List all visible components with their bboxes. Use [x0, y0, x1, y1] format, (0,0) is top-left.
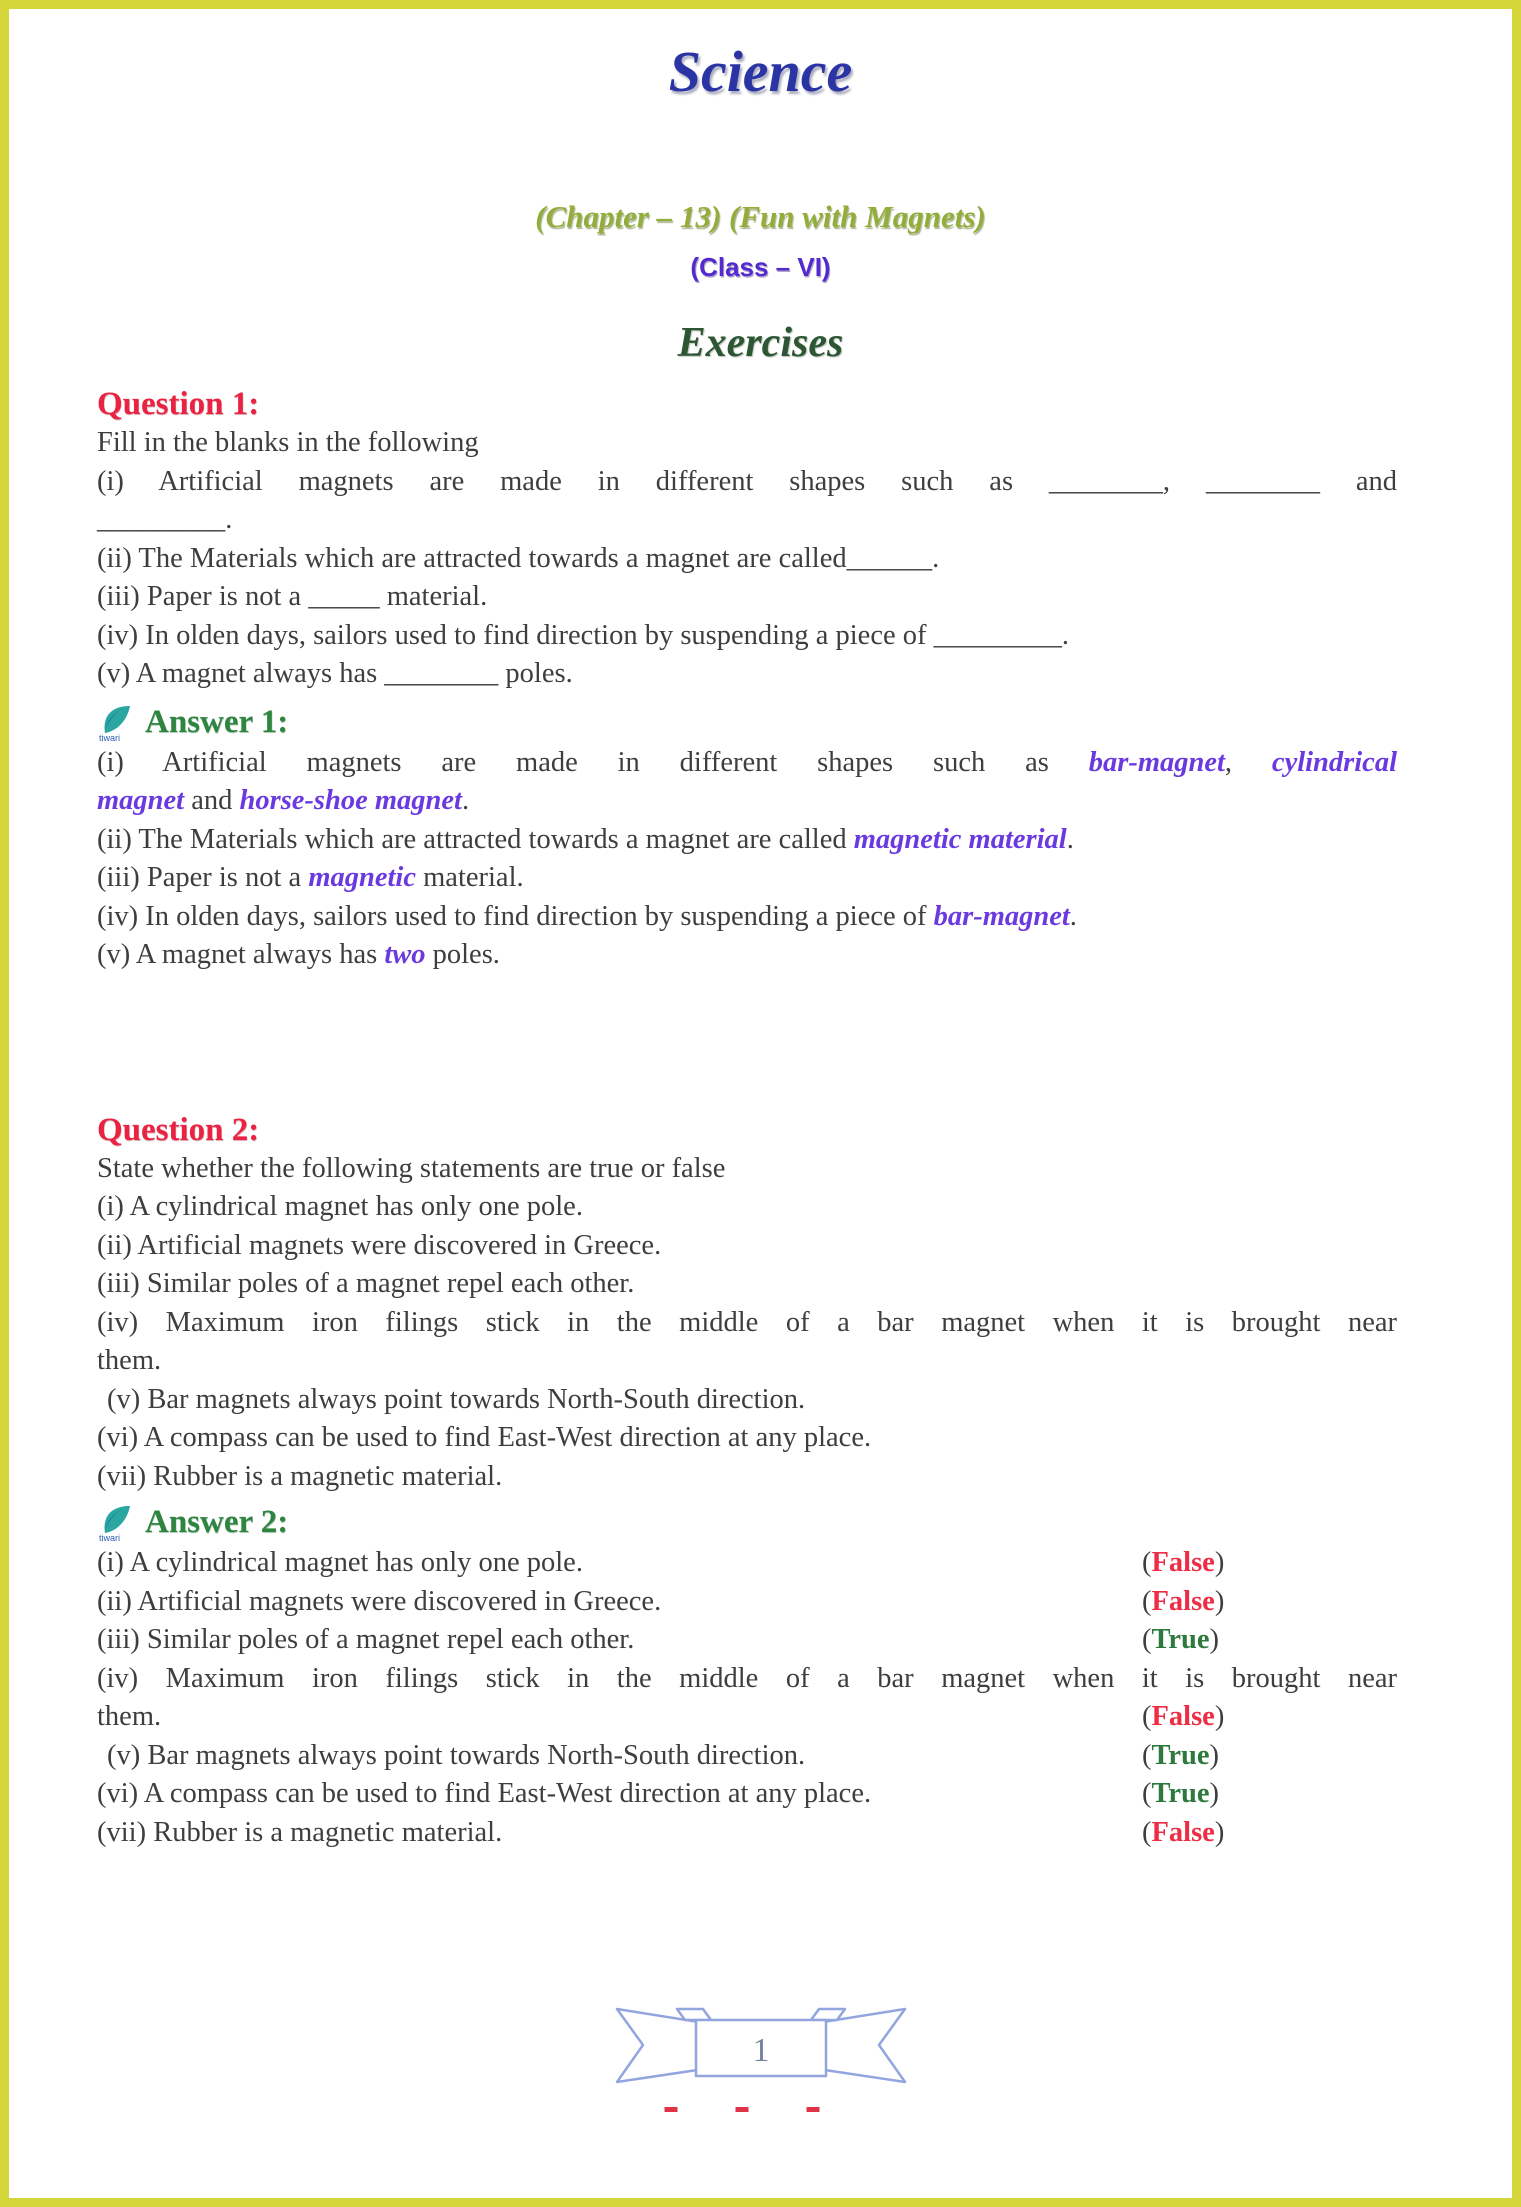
text-line	[97, 617, 1397, 656]
text-line	[97, 1188, 1397, 1227]
text-segment: (iii) Paper is not a	[97, 862, 309, 893]
text-line	[97, 1419, 1397, 1458]
text-segment: (ii) Artificial magnets were discovered in Greece.	[97, 1585, 662, 1617]
text-segment: material.	[416, 862, 524, 893]
answer-highlight: magnet	[97, 785, 185, 816]
text-segment: (vi) A compass can be used to find East-West direction at any place.	[97, 1778, 872, 1809]
verdict-false: (False)	[1142, 1547, 1225, 1578]
text-segment: Fill in the blanks in the following	[97, 427, 479, 458]
text-line	[97, 1660, 1397, 1699]
text-line	[97, 1458, 1397, 1497]
text-line	[97, 744, 1397, 783]
text-segment: (i) A cylindrical magnet has only one pole.	[97, 1191, 583, 1222]
answer-2-label: Answer 2:	[145, 1504, 289, 1540]
text-line	[97, 1381, 1397, 1420]
chapter-subtitle: (Chapter – 13) (Fun with Magnets)	[535, 199, 986, 234]
answer-1-label: Answer 1:	[145, 703, 289, 740]
text-segment: (v) A magnet always has	[97, 939, 385, 970]
question-2-body	[97, 1150, 1397, 1497]
text-line	[97, 1265, 1397, 1304]
text-line	[97, 578, 1397, 617]
text-segment: (ii) The Materials which are attracted towards a magnet are called	[97, 823, 854, 855]
text-segment: poles.	[425, 939, 500, 970]
dash	[664, 2107, 677, 2112]
text-line	[97, 898, 1397, 937]
text-line	[97, 1150, 1397, 1189]
text-line	[97, 1737, 1397, 1776]
verdict-false: (False)	[1142, 1816, 1225, 1848]
text-segment: (iv) Maximum iron filings stick in the middle of a bar magnet when it is brought near	[97, 1662, 1397, 1694]
text-line	[97, 1621, 1397, 1660]
text-segment: (ii) The Materials which are attracted towards a magnet are called______.	[97, 542, 940, 574]
text-segment: them.	[97, 1701, 162, 1732]
text-segment: (iv) Maximum iron filings stick in the middle of a bar magnet when it is brought near	[97, 1306, 1397, 1338]
class-subtitle: (Class – VI)	[690, 252, 831, 282]
text-segment: (v) Bar magnets always point towards North-South direction.	[107, 1383, 806, 1415]
text-segment: (iv) In olden days, sailors used to find direction by suspending a piece of _________.	[97, 619, 1069, 651]
text-line	[97, 1304, 1397, 1343]
answer-highlight: bar-magnet	[1088, 746, 1225, 778]
answer-highlight: cylindrical	[1271, 746, 1397, 778]
text-line	[97, 821, 1397, 860]
answer-1-heading	[97, 700, 1397, 744]
text-line	[97, 1544, 1397, 1583]
verdict-true: (True)	[1142, 1624, 1220, 1655]
content-column	[97, 384, 1397, 1852]
text-line	[97, 1814, 1397, 1853]
text-segment: (vii) Rubber is a magnetic material.	[97, 1816, 503, 1848]
text-line	[97, 859, 1397, 898]
answer-highlight: magnetic material	[853, 823, 1067, 855]
text-segment: (iii) Paper is not a _____ material.	[97, 581, 488, 612]
verdict-true: (True)	[1142, 1739, 1220, 1771]
section-title: Exercises	[677, 320, 844, 366]
text-line	[97, 463, 1397, 502]
text-line	[97, 424, 1397, 463]
page-title: Science	[668, 39, 853, 104]
answer-highlight: magnetic	[308, 862, 416, 893]
text-segment: .	[1069, 900, 1077, 932]
text-line	[97, 936, 1397, 975]
text-line	[97, 1698, 1397, 1737]
answer-highlight: two	[384, 939, 426, 970]
text-segment: .	[461, 785, 470, 816]
text-segment: ,	[1224, 746, 1272, 778]
text-segment: (iii) Similar poles of a magnet repel each other.	[97, 1624, 635, 1655]
verdict-false: (False)	[1142, 1701, 1225, 1732]
text-segment: (i) A cylindrical magnet has only one pole.	[97, 1547, 583, 1578]
text-line	[97, 1342, 1397, 1381]
verdict-true: (True)	[1142, 1778, 1220, 1809]
text-segment: (v) Bar magnets always point towards North-South direction.	[107, 1739, 806, 1771]
text-segment: (i) Artificial magnets are made in different shapes such as ________, ________ and	[97, 465, 1397, 497]
text-segment: _________.	[97, 504, 233, 535]
page-number-ribbon	[611, 1994, 911, 2099]
text-line	[97, 1775, 1397, 1814]
text-line	[97, 1583, 1397, 1622]
page-number: 1	[752, 2032, 769, 2069]
text-line	[97, 501, 1397, 540]
logo-text: tiwari	[99, 1533, 121, 1543]
text-line	[97, 1227, 1397, 1266]
text-segment: (i) Artificial magnets are made in different shapes such as	[97, 746, 1089, 778]
text-line	[97, 782, 1397, 821]
answer-highlight: bar-magnet	[933, 900, 1070, 932]
answer-2-heading	[97, 1500, 1397, 1544]
text-segment: (iv) In olden days, sailors used to find direction by suspending a piece of	[97, 900, 934, 932]
text-line	[97, 655, 1397, 694]
red-dashes	[664, 2107, 819, 2112]
dash	[735, 2107, 748, 2112]
text-segment: them.	[97, 1345, 162, 1376]
text-segment: (vii) Rubber is a magnetic material.	[97, 1460, 503, 1492]
logo-text: tiwari	[99, 732, 121, 743]
text-segment: (ii) Artificial magnets were discovered in Greece.	[97, 1229, 662, 1261]
tiwari-logo-icon	[97, 701, 137, 743]
text-segment: (vi) A compass can be used to find East-West direction at any place.	[97, 1422, 872, 1453]
answer-highlight: horse-shoe magnet	[239, 785, 462, 816]
text-segment: and	[184, 785, 240, 816]
text-line	[97, 540, 1397, 579]
text-segment: (v) A magnet always has ________ poles.	[97, 658, 573, 689]
verdict-false: (False)	[1142, 1585, 1225, 1617]
text-segment: .	[1066, 823, 1074, 855]
dash	[806, 2107, 819, 2112]
question-2-heading: Question 2:	[97, 1111, 260, 1148]
text-segment: (iii) Similar poles of a magnet repel each other.	[97, 1268, 635, 1299]
tiwari-logo-icon	[97, 1501, 137, 1543]
text-segment: State whether the following statements are true or false	[97, 1152, 726, 1184]
question-1-heading: Question 1:	[97, 386, 260, 422]
answer-2-body	[97, 1544, 1397, 1852]
answer-1-body	[97, 744, 1397, 975]
question-1-body	[97, 424, 1397, 694]
